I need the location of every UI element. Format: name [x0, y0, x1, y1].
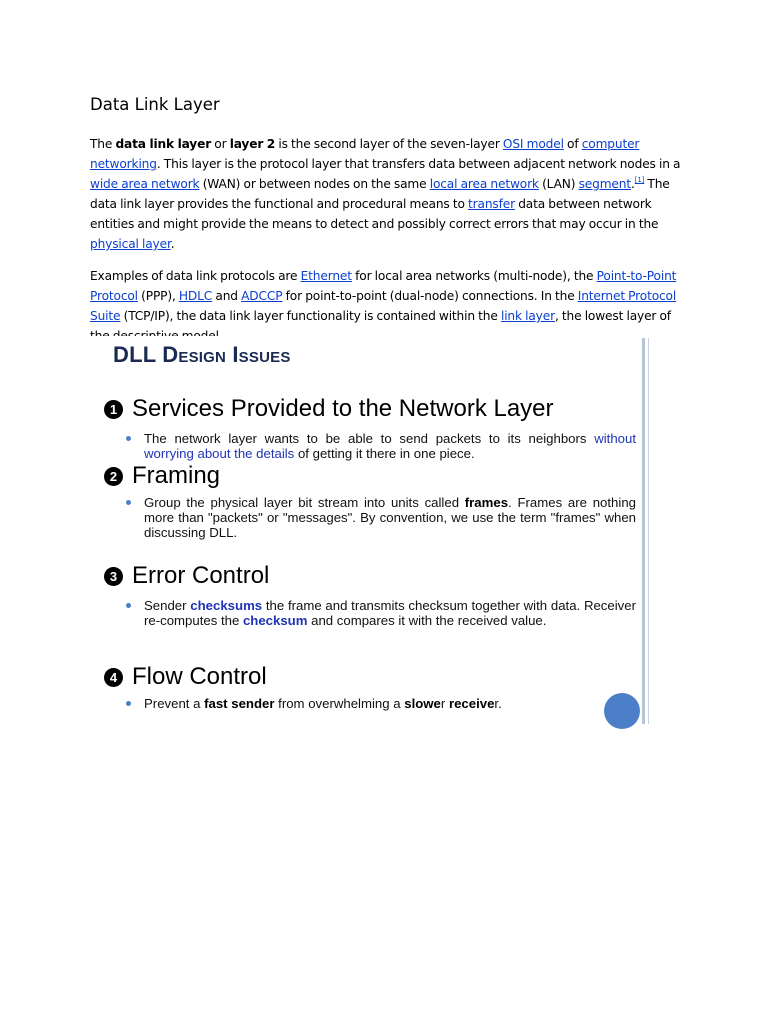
bullet-framing: [126, 495, 636, 540]
number-4-icon: 4: [104, 668, 123, 687]
text-run: The data link layer provides the functional and procedural means to: [90, 177, 670, 211]
text-run: data between network entities and might provide the means to detect and possibly correct errors that may occur in the: [90, 197, 659, 231]
text-run: (LAN): [538, 177, 579, 191]
bullet-text: [144, 598, 636, 628]
link-internet-protocol-suite[interactable]: Internet Protocol Suite: [90, 289, 677, 323]
text-run: from overwhelming a: [274, 696, 405, 711]
slide-border-line: [642, 338, 645, 724]
link-hdlc[interactable]: HDLC: [178, 289, 213, 303]
text-run: or: [211, 137, 230, 151]
bullet-text: [144, 431, 636, 461]
link-computer-networking[interactable]: computer networking: [90, 137, 640, 171]
bullet-dot-icon: [126, 701, 131, 706]
text-run: and compares it with the received value.: [307, 613, 547, 628]
text-run: for local area networks (multi-node), the: [351, 269, 597, 283]
text-run: and: [212, 289, 242, 303]
link-local-area-network[interactable]: local area network: [429, 177, 539, 191]
link-segment[interactable]: segment: [578, 177, 631, 191]
number-2-icon: 2: [104, 467, 123, 486]
bullet-text: [144, 696, 636, 711]
link-link-layer[interactable]: link layer: [500, 309, 555, 323]
text-run: the frame and transmits checksum together with data. Receiver re-computes the: [144, 598, 636, 628]
dll-design-issues-slide: [90, 336, 656, 724]
bold-term: frames: [464, 495, 509, 510]
reference-link[interactable]: [1]: [634, 176, 645, 184]
text-run: . Frames are nothing more than "packets" or "messages". By convention, we use the term "frames" when discussing DLL.: [144, 495, 636, 540]
intro-paragraph: [90, 134, 690, 254]
section-heading: Framing: [132, 462, 221, 489]
bold-term: data link layer: [115, 137, 212, 151]
section-services: [104, 395, 554, 423]
text-run: (WAN) or between nodes on the same: [199, 177, 430, 191]
text-run: .: [170, 237, 175, 251]
text-run: for point-to-point (dual-node) connections. In the: [282, 289, 578, 303]
document-body: [90, 94, 690, 346]
text-run: (TCP/IP), the data link layer functionality is contained within the: [120, 309, 501, 323]
slide-title: DLL Design Issues: [113, 342, 291, 367]
text-run: .: [631, 177, 635, 191]
section-framing: [104, 462, 220, 490]
bold-term: slowe: [404, 696, 441, 711]
section-heading: Error Control: [132, 562, 270, 589]
text-run: of getting it there in one piece.: [294, 446, 475, 461]
bullet-dot-icon: [126, 500, 131, 505]
section-flow-control: [104, 663, 267, 691]
link-adccp[interactable]: ADCCP: [241, 289, 283, 303]
bullet-text: [144, 495, 636, 540]
bold-term: receive: [448, 696, 495, 711]
text-run: r: [440, 696, 449, 711]
bullet-error-control: [126, 598, 636, 628]
highlighted-text: without worrying about the details: [144, 431, 636, 461]
document-title: Data Link Layer: [90, 95, 220, 114]
link-physical-layer[interactable]: physical layer: [90, 237, 171, 251]
link-osi-model[interactable]: OSI model: [502, 137, 564, 151]
bullet-services: [126, 431, 636, 461]
section-heading: Flow Control: [132, 663, 267, 690]
keyword-checksum: checksum: [242, 613, 308, 628]
link-transfer[interactable]: transfer: [468, 197, 515, 211]
text-run: . This layer is the protocol layer that transfers data between adjacent network nodes in a: [156, 157, 681, 171]
keyword-checksums: checksums: [190, 598, 263, 613]
section-heading: Services Provided to the Network Layer: [132, 395, 554, 422]
text-run: , the lowest layer of: [554, 309, 671, 323]
link-ethernet[interactable]: Ethernet: [300, 269, 352, 283]
text-run: r.: [494, 696, 502, 711]
bullet-dot-icon: [126, 436, 131, 441]
text-run: The: [90, 137, 116, 151]
bold-term: fast sender: [204, 696, 275, 711]
bullet-flow-control: [126, 696, 636, 711]
text-run: Prevent a: [144, 696, 205, 711]
text-run: Group the physical layer bit stream into units called: [144, 495, 465, 510]
bold-term: layer 2: [229, 137, 276, 151]
text-run: (PPP),: [137, 289, 179, 303]
bullet-dot-icon: [126, 603, 131, 608]
text-run: Examples of data link protocols are: [90, 269, 301, 283]
section-error-control: [104, 562, 269, 590]
link-wide-area-network[interactable]: wide area network: [90, 177, 200, 191]
text-run: The network layer wants to be able to send packets to its neighbors: [144, 431, 595, 446]
slide-border-line: [648, 338, 649, 724]
text-run: of: [563, 137, 582, 151]
link-point-to-point-protocol[interactable]: Point-to-Point Protocol: [90, 269, 677, 303]
number-3-icon: 3: [104, 567, 123, 586]
number-1-icon: 1: [104, 400, 123, 419]
text-run: Sender: [144, 598, 191, 613]
text-run: is the second layer of the seven-layer: [275, 137, 503, 151]
examples-paragraph: [90, 266, 690, 346]
